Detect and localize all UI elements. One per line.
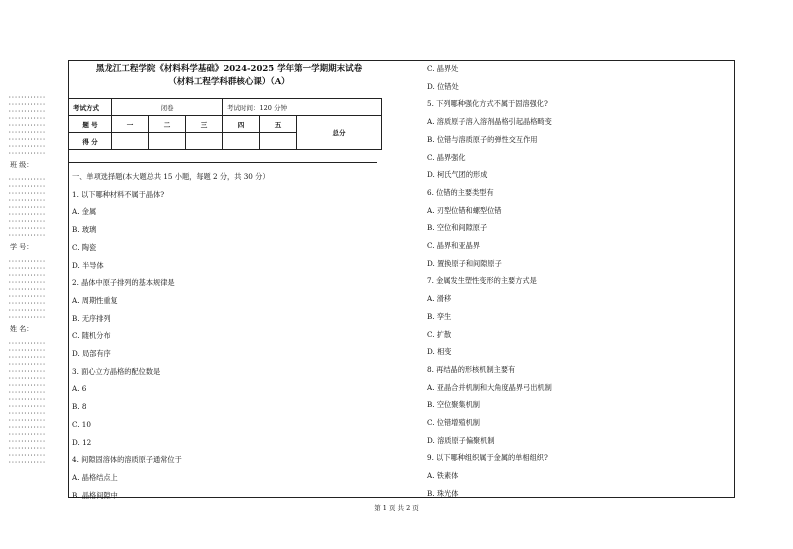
- exam-title: [74, 63, 384, 89]
- question-line: D. 12: [72, 437, 92, 447]
- question-line: C. 扩散: [427, 329, 452, 339]
- section-header: 五: [260, 116, 297, 133]
- question-line: D. 位错处: [427, 81, 459, 91]
- question-line: C. 晶界强化: [427, 152, 466, 162]
- question-line: B. 孪生: [427, 311, 452, 321]
- question-line: A. 晶格结点上: [72, 472, 118, 482]
- question-line: A. 金属: [72, 207, 97, 217]
- question-line: C. 晶界和亚晶界: [427, 241, 480, 250]
- section-header: 一: [112, 116, 149, 133]
- section-header: 四: [223, 116, 260, 133]
- score-table: [68, 98, 382, 150]
- question-line: D. 置换原子和间隙原子: [427, 258, 502, 268]
- question-line: 6. 位错的主要类型有: [427, 187, 494, 197]
- question-line: C. 10: [72, 419, 91, 429]
- question-line: 5. 下列哪种强化方式不属于固溶强化?: [427, 99, 548, 109]
- question-line: B. 位错与溶质原子的弹性交互作用: [427, 134, 538, 144]
- score-cell: [260, 133, 297, 150]
- binding-dots: ············ ············ ············ ············ ············ ············ ············ ············ ············: [8, 340, 46, 403]
- question-line: B. 空位聚集机制: [427, 400, 480, 410]
- question-line: C. 陶瓷: [72, 242, 97, 252]
- exam-time: 考试时间：120 分钟: [223, 99, 382, 116]
- row-label-titles: 题 号: [69, 116, 112, 133]
- question-line: 8. 再结晶的形核机制主要有: [427, 364, 516, 374]
- class-label: 班 级：: [10, 161, 34, 169]
- binding-dots: ············ ············ ············ ············ ············ ············ ············ ············ ············: [8, 403, 46, 466]
- binding-strip: [8, 94, 60, 524]
- question-line: A. 溶质原子溶入溶剂晶格引起晶格畸变: [427, 117, 552, 127]
- question-line: A. 滑移: [427, 294, 452, 304]
- question-line: B. 晶格间隙中: [72, 490, 118, 500]
- question-line: 3. 面心立方晶格的配位数是: [72, 366, 161, 376]
- question-line: 一、单项选择题(本大题总共 15 小题，每题 2 分，共 30 分）: [72, 172, 270, 181]
- question-line: 9. 以下哪种组织属于金属的单相组织?: [427, 453, 548, 463]
- question-line: A. 铁素体: [427, 471, 459, 481]
- row-label-scores: 得 分: [69, 133, 112, 150]
- student-id-label: 学 号：: [10, 243, 34, 251]
- score-cell: [149, 133, 186, 150]
- section-header: 二: [149, 116, 186, 133]
- question-line: B. 无序排列: [72, 313, 111, 323]
- question-line: C. 位错增殖机制: [427, 418, 480, 427]
- question-line: 2. 晶体中原子排列的基本规律是: [72, 278, 175, 288]
- total-label: 总分: [297, 116, 382, 150]
- binding-dots: ············ ············ ············ ············ ············ ············ ············ ············ ············: [8, 176, 46, 239]
- score-cell: [223, 133, 260, 150]
- exam-method-label: 考试方式: [69, 99, 112, 116]
- question-line: C. 随机分布: [72, 331, 111, 341]
- binding-dots: ············ ············ ············ ············ ············ ············ ············ ············ ············: [8, 94, 46, 157]
- question-line: A. 周期性重复: [72, 295, 118, 305]
- question-line: 7. 金属发生塑性变形的主要方式是: [427, 276, 537, 286]
- section-header: 三: [186, 116, 223, 133]
- question-line: D. 相变: [427, 347, 452, 357]
- question-line: B. 珠光体: [427, 488, 459, 498]
- question-line: A. 6: [72, 384, 87, 394]
- question-line: D. 溶质原子偏聚机制: [427, 435, 495, 445]
- exam-method-value: 闭卷: [112, 99, 223, 116]
- question-line: 4. 间隙固溶体的溶质原子通常位于: [72, 455, 182, 465]
- question-line: B. 空位和间隙原子: [427, 223, 488, 233]
- question-line: 1. 以下哪种材料不属于晶体?: [72, 189, 165, 199]
- title-line-1: 黑龙江工程学院《材料科学基础》2024-2025 学年第一学期期末试卷: [95, 64, 363, 74]
- section-divider: [68, 162, 377, 163]
- title-line-2: （材料工程学科群核心课）（A）: [168, 77, 290, 87]
- question-line: D. 柯氏气团的形成: [427, 170, 488, 180]
- question-line: D. 局部有序: [72, 349, 111, 358]
- question-line: B. 8: [72, 402, 87, 412]
- question-line: A. 亚晶合并机制和大角度晶界弓出机制: [427, 382, 552, 392]
- score-cell: [112, 133, 149, 150]
- page-number: 第 1 页 共 2 页: [374, 504, 419, 512]
- question-line: C. 晶界处: [427, 64, 459, 73]
- binding-dots: ············ ············ ············ ············ ············ ············ ············ ············ ············: [8, 258, 46, 321]
- name-label: 姓 名：: [10, 325, 34, 333]
- question-line: B. 玻璃: [72, 225, 97, 235]
- question-line: D. 半导体: [72, 260, 104, 270]
- question-line: A. 刃型位错和螺型位错: [427, 205, 502, 215]
- score-cell: [186, 133, 223, 150]
